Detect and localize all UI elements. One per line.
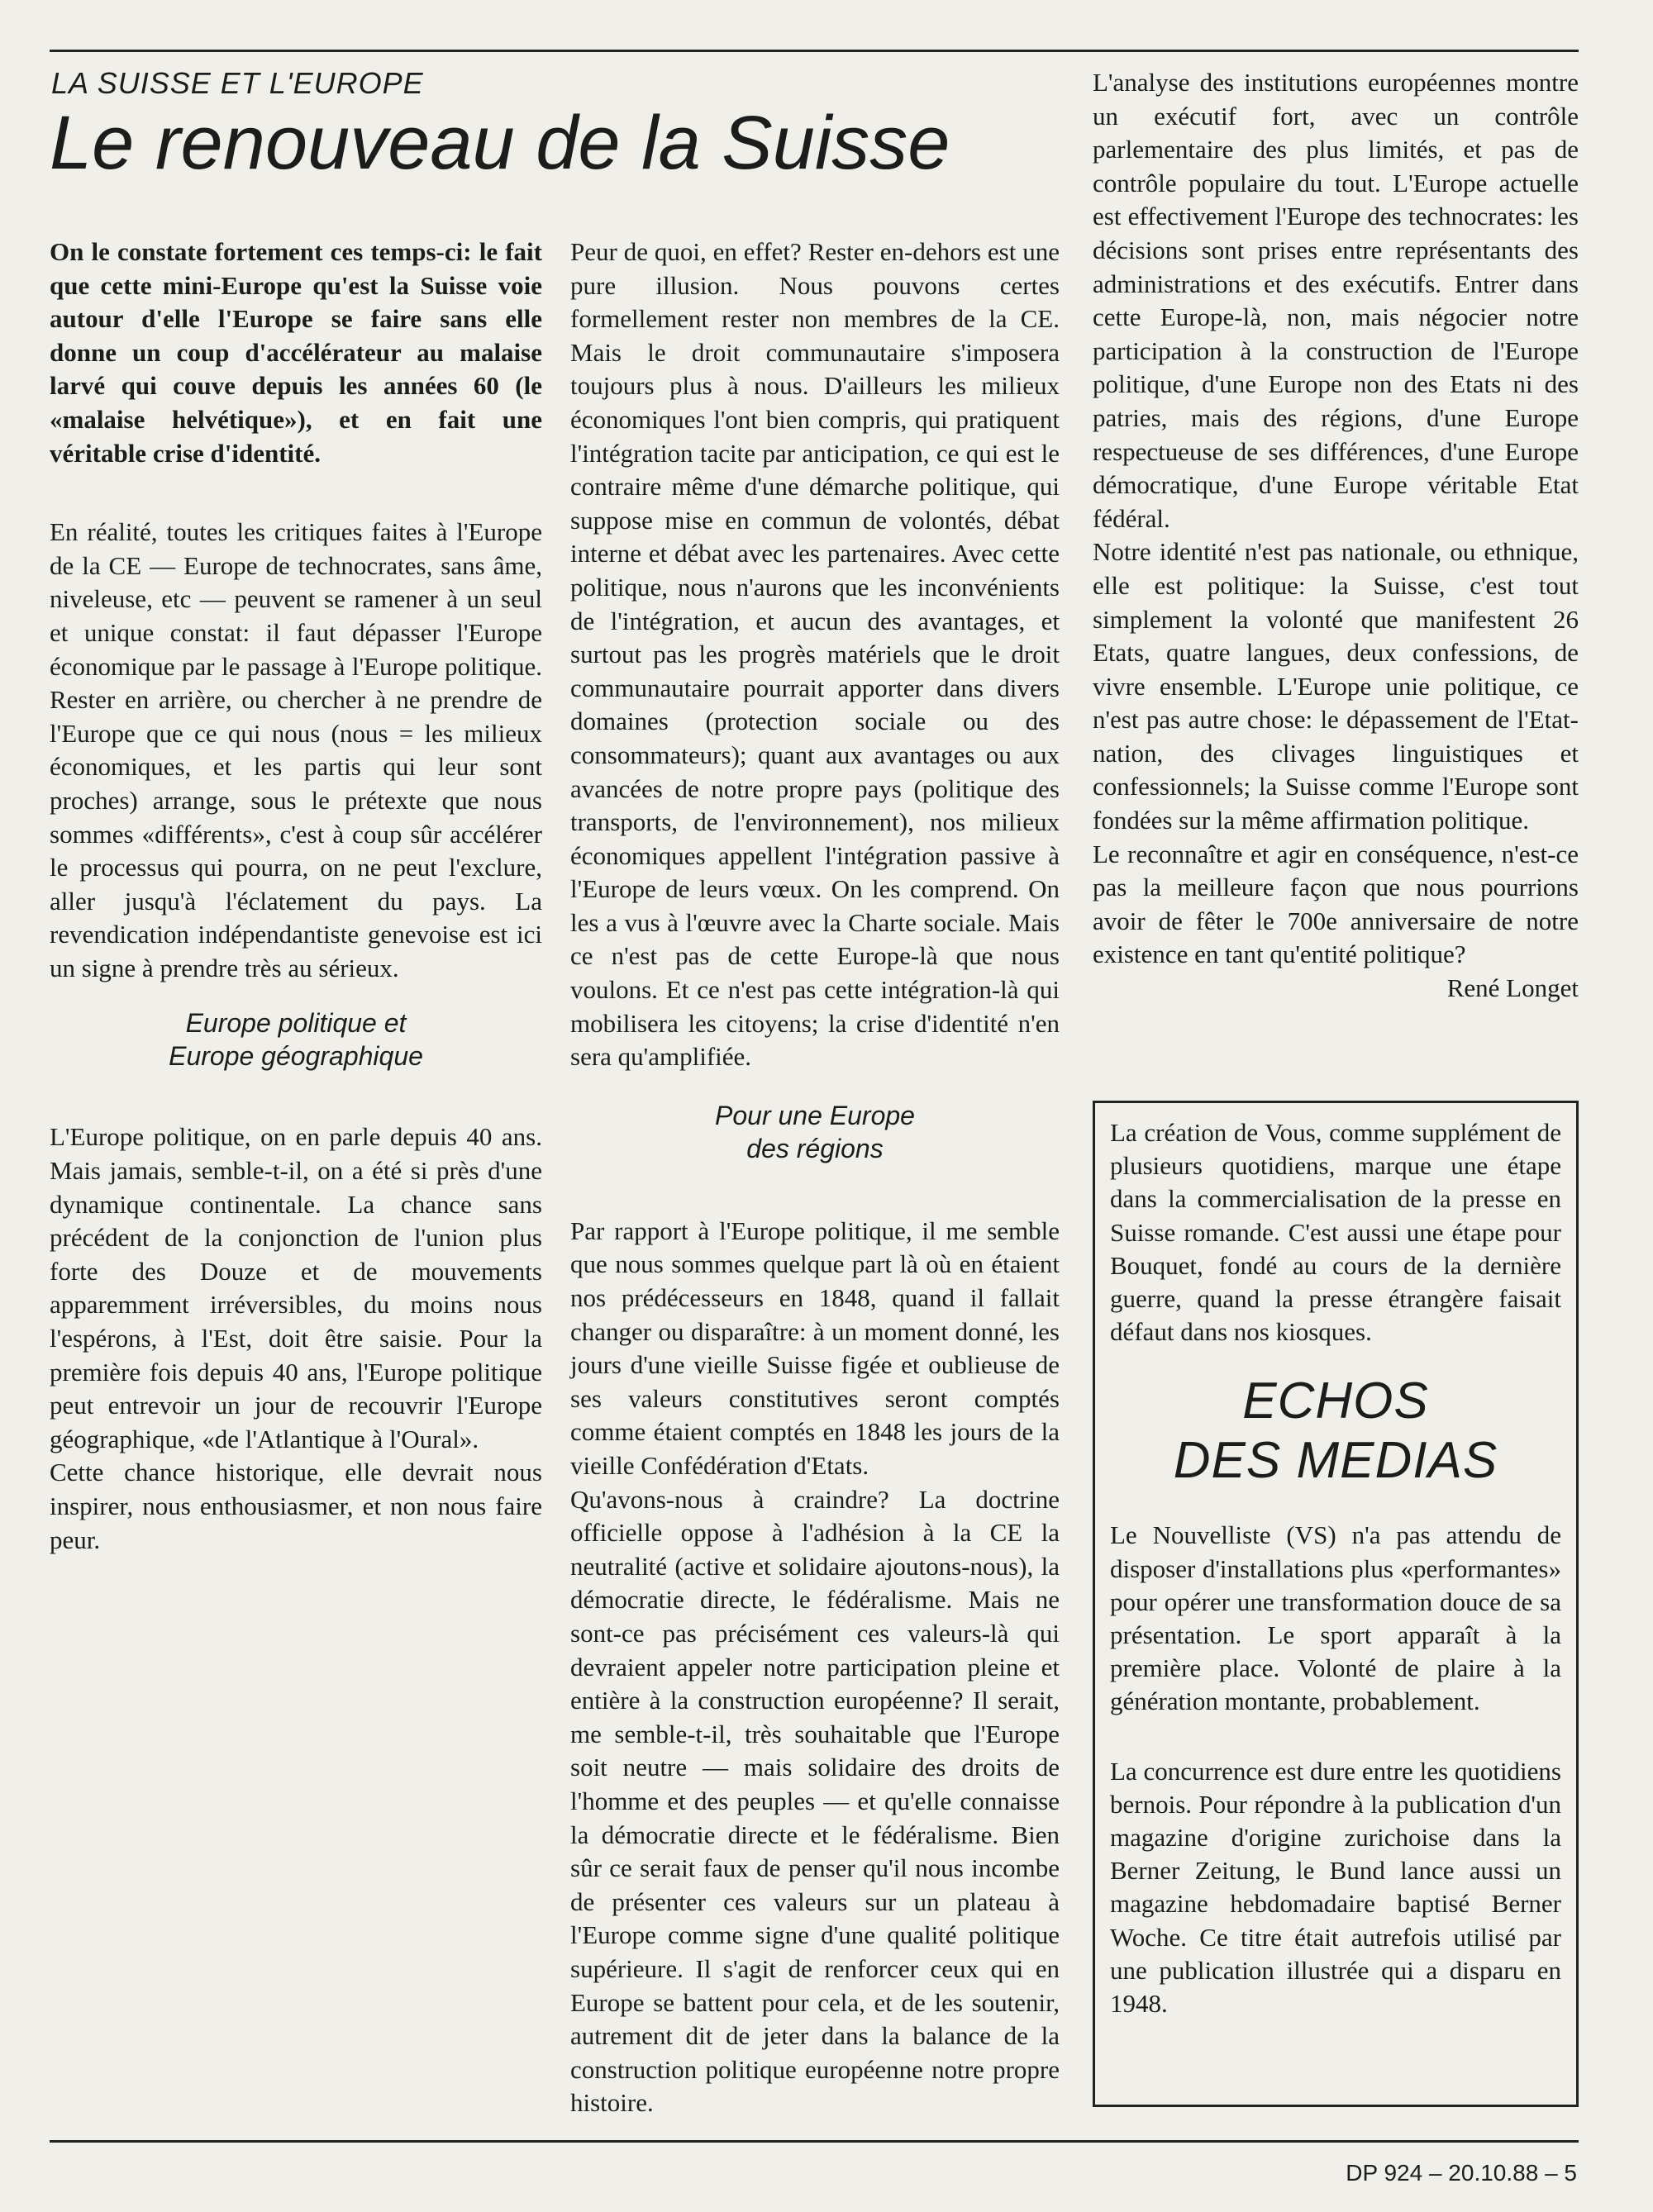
page-folio: DP 924 – 20.10.88 – 5: [1346, 2160, 1577, 2186]
article-column-1: [50, 235, 542, 1557]
article-subhead: [50, 1006, 542, 1073]
article-paragraph: L'Europe politique, on en parle depuis 40 ans. Mais jamais, semble-t-il, on a été si près d'une dynamique continentale. La chance sans précédent de la conjonction de l'union plus forte des Douze et de mouvements apparemment irréversibles, du moins nous l'espérons, à l'Est, doit être saisie. Pour la première fois depuis 40 ans, l'Europe politique peut entrevoir un jour de recouvrir l'Europe géographique, «de l'Atlantique à l'Oural».: [50, 1122, 542, 1453]
article-paragraph: Qu'avons-nous à craindre? La doctrine officielle oppose à l'adhésion à la CE la neutralité (active et solidaire ajoutons-nous), la démocratie directe, le fédéralisme. Mais ne sont-ce pas précisément ces valeurs-là qui devraient appeler notre participation pleine et entière à la construction européenne? Il serait, me semble-t-il, très souhaitable que l'Europe soit neutre — mais solidaire des droits de l'homme et des peuples — et qu'elle connaisse la démocratie directe et le fédéralisme. Bien sûr ce serait faux de penser qu'il nous incombe de présenter ces valeurs sur un plateau à l'Europe comme signe d'une qualité politique supérieure. Il s'agit de renforcer ceux qui en Europe se battent pour cela, et de les soutenir, autrement dit de jeter dans la balance de la construction politique européenne notre propre histoire.: [570, 1484, 1060, 2118]
article-paragraph: Notre identité n'est pas nationale, ou ethnique, elle est politique: la Suisse, c'est tout simplement la volonté que manifestent 26 Etats, quatre langues, deux confessions, de vivre ensemble. L'Europe unie politique, ce n'est pas autre chose: le dépassement de l'Etat-nation, des clivages linguistiques et confessionnels; la Suisse comme l'Europe sont fondées sur la même affirmation politique.: [1093, 537, 1579, 835]
article-paragraph: Cette chance historique, elle devrait nous inspirer, nous enthousiasmer, et non nous faire peur.: [50, 1458, 542, 1554]
box-title-line: ECHOS: [1242, 1372, 1429, 1430]
article-paragraph: Le reconnaître et agir en conséquence, n'est-ce pas la meilleure façon que nous pourrions avoir de fêter le 700e anniversaire de notre existence en tant qu'entité politique?: [1093, 839, 1579, 969]
box-title: [1110, 1372, 1561, 1491]
author-signature: René Longet: [1446, 973, 1579, 1003]
article-paragraph: Peur de quoi, en effet? Rester en-dehors est une pure illusion. Nous pouvons certes formellement rester non membres de la CE. Mais le droit communautaire s'imposera toujours plus à nous. D'ailleurs les milieux économiques l'ont bien compris, qui pratiquent l'intégration tacite par anticipation, ce qui est le contraire même d'une démarche politique, qui suppose mise en commun de volontés, débat interne et débat avec les partenaires. Avec cette politique, nous n'aurons que les inconvénients de l'intégration, et aucun des avantages, et surtout pas les progrès matériels que le droit communautaire pourrait apporter dans divers domaines (protection sociale ou des consommateurs); quant aux avantages ou aux avancées de notre propre pays (politique des transports, de l'environnement), nos milieux économiques appellent l'intégration passive à l'Europe de leurs vœux. On les comprend. On les a vus à l'œuvre avec la Charte sociale. Mais ce n'est pas de cette Europe-là que nous voulons. Et ce n'est pas cette intégration-là qui mobilisera les citoyens; la crise d'identité n'en sera qu'amplifiée.: [570, 237, 1060, 1072]
article-headline: Le renouveau de la Suisse: [50, 101, 950, 185]
media-echoes-box: [1093, 1101, 1579, 2107]
media-echoes-content: [1110, 1116, 1561, 2020]
media-echo-item: La concurrence est dure entre les quotidiens bernois. Pour répondre à la publication d'un magazine d'origine zurichoise dans la Berner Zeitung, le Bund lance aussi un magazine hebdomadaire baptisé Berner Woche. Ce titre était autrefois utilisé par une publication illustrée qui a disparu en 1948.: [1110, 1756, 1561, 2019]
bottom-rule: [50, 2140, 1579, 2143]
subhead-line: des régions: [746, 1133, 884, 1163]
section-kicker: LA SUISSE ET L'EUROPE: [51, 66, 424, 100]
box-intro: La création de Vous, comme supplément de plusieurs quotidiens, marque une étape dans la commercialisation de la presse en Suisse romande. C'est aussi une étape pour Bouquet, fondé au cours de la dernière guerre, quand la presse étrangère faisait défaut dans nos kiosques.: [1110, 1118, 1561, 1347]
box-title-line: DES MEDIAS: [1173, 1432, 1498, 1490]
article-subhead: [570, 1099, 1060, 1165]
article-paragraph: Par rapport à l'Europe politique, il me semble que nous sommes quelque part là où en étaient nos prédécesseurs en 1848, quand il fallait changer ou disparaître: à un moment donné, les jours d'une vieille Suisse figée et oublieuse de ses valeurs constitutives seront comptés comme étaient comptés en 1848 les jours de la vieille Confédération d'Etats.: [570, 1215, 1060, 1480]
top-rule: [50, 50, 1579, 52]
article-column-2: [570, 235, 1060, 2120]
subhead-line: Europe géographique: [169, 1041, 423, 1072]
article-paragraph: L'analyse des institutions européennes montre un exécutif fort, avec un contrôle parlementaire des plus limités, et pas de contrôle populaire du tout. L'Europe actuelle est effectivement l'Europe des technocrates: les décisions sont prises entre représentants des administrations et des exécutifs. Entrer dans cette Europe-là, non, mais négocier notre participation à la construction de l'Europe politique, d'une Europe non des Etats ni des patries, mais des régions, d'une Europe respectueuse de ses différences, d'une Europe démocratique, d'une Europe véritable Etat fédéral.: [1093, 68, 1579, 533]
article-lead: On le constate fortement ces temps-ci: le fait que cette mini-Europe qu'est la Suisse voie autour d'elle l'Europe se faire sans elle donne un coup d'accélérateur au malaise larvé qui couve depuis les années 60 (le «malaise helvétique»), et en fait une véritable crise d'identité.: [50, 237, 542, 468]
article-column-3: [1093, 66, 1579, 1006]
article-paragraph: En réalité, toutes les critiques faites à l'Europe de la CE — Europe de technocrates, sans âme, niveleuse, etc — peuvent se ramener à un seul et unique constat: il faut dépasser l'Europe économique par le passage à l'Europe politique. Rester en arrière, ou chercher à ne prendre de l'Europe que ce qui nous (nous = les milieux économiques, et les partis qui leur sont proches) arrange, sous le prétexte que nous sommes «différents», c'est à coup sûr accélérer le processus qui pourra, on ne peut l'exclure, aller jusqu'à l'éclatement du pays. La revendication indépendantiste genevoise est ici un signe à prendre très au sérieux.: [50, 517, 542, 982]
subhead-line: Pour une Europe: [715, 1100, 915, 1130]
subhead-line: Europe politique et: [185, 1008, 407, 1039]
media-echo-item: Le Nouvelliste (VS) n'a pas attendu de disposer d'installations plus «performantes» pour opérer une transformation douce de sa présentation. Le sport apparaît à la première place. Volonté de plaire à la génération montante, probablement.: [1110, 1520, 1561, 1716]
